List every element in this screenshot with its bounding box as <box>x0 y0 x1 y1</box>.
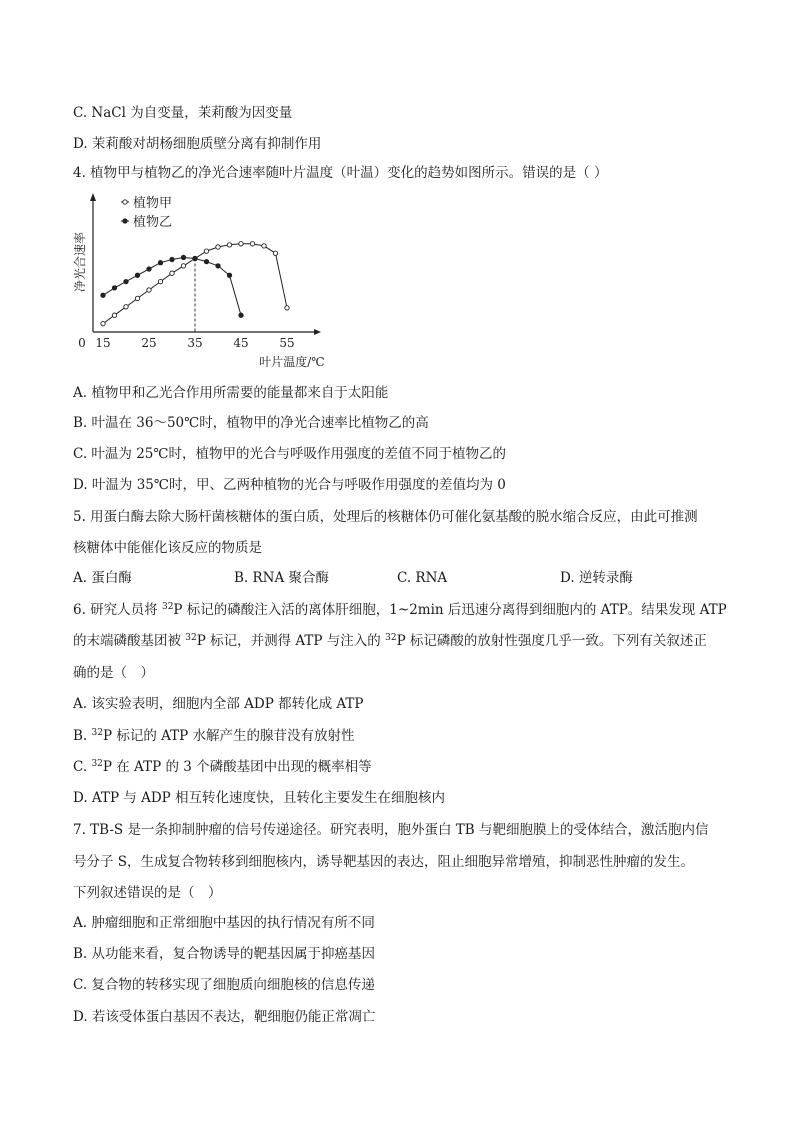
isotope-superscript: 32 <box>91 759 103 769</box>
legend-label: 植物甲 <box>133 196 173 211</box>
data-point <box>135 273 139 277</box>
data-point <box>285 306 289 310</box>
data-point <box>204 259 208 263</box>
data-point <box>147 267 151 271</box>
data-point <box>181 264 185 268</box>
q3-option-c: C. NaCl 为自变量，茉莉酸为因变量 <box>73 105 293 121</box>
data-point <box>216 245 220 249</box>
isotope-superscript: 32 <box>161 602 174 612</box>
q6-text: P 标记的 ATP 水解产生的腺苷没有放射性 <box>102 728 355 744</box>
q6-text: P 标记，并测得 ATP 与注入的 <box>196 633 386 649</box>
chart-axes <box>72 193 325 369</box>
isotope-superscript: 32 <box>91 728 103 738</box>
y-axis-label: 净光合速率 <box>73 231 87 293</box>
legend-label: 植物乙 <box>133 215 173 230</box>
chart-plot <box>101 242 289 332</box>
chart-legend <box>121 195 172 230</box>
x-tick-label: 15 <box>95 336 111 350</box>
q6-text: 6. 研究人员将 <box>73 602 162 618</box>
data-point <box>147 288 151 292</box>
x-tick-label: 25 <box>141 336 157 350</box>
data-point <box>124 279 128 283</box>
q5-option-a: A. 蛋白酶 <box>73 570 132 586</box>
q6-text: 的末端磷酸基团被 <box>73 633 186 649</box>
x-tick-label: 35 <box>187 336 203 350</box>
q6-text: B. <box>73 728 92 744</box>
x-axis-arrow <box>314 329 321 335</box>
q6-option-a: A. 该实验表明，细胞内全部 ADP 都转化成 ATP <box>73 696 364 712</box>
data-point <box>239 313 243 317</box>
q5-stem-line2: 核糖体中能催化该反应的物质是 <box>73 540 262 556</box>
q6-text: P 在 ATP 的 3 个磷酸基团中出现的概率相等 <box>102 759 372 775</box>
q6-text: P 标记磷酸的放射性强度几乎一致。下列有关叙述正 <box>396 633 707 649</box>
data-point <box>170 257 174 261</box>
q7-option-d: D. 若该受体蛋白基因不表达，靶细胞仍能正常凋亡 <box>73 1009 376 1025</box>
data-point <box>216 264 220 268</box>
y-axis-arrow <box>90 193 96 201</box>
data-point <box>181 255 185 259</box>
data-point <box>101 321 105 325</box>
data-point <box>193 256 197 260</box>
q4-option-b: B. 叶温在 36～50℃时，植物甲的净光合速率比植物乙的高 <box>73 415 429 431</box>
q7-stem-line3: 下列叙述错误的是（ ） <box>73 885 222 901</box>
q5-option-c: C. RNA <box>397 570 448 586</box>
data-point <box>204 249 208 253</box>
net-photosynthesis-chart <box>72 190 342 375</box>
q4-option-c: C. 叶温为 25℃时，植物甲的光合与呼吸作用强度的差值不同于植物乙的 <box>73 446 507 462</box>
data-point <box>239 242 243 246</box>
q4-option-d: D. 叶温为 35℃时，甲、乙两种植物的光合与呼吸作用强度的差值均为 0 <box>73 477 506 493</box>
isotope-superscript: 32 <box>185 633 197 643</box>
data-point <box>112 313 116 317</box>
x-tick-label: 45 <box>233 336 249 350</box>
data-point <box>158 261 162 265</box>
q4-stem: 4. 植物甲与植物乙的净光合速率随叶片温度（叶温）变化的趋势如图所示。错误的是（ ） <box>73 165 608 181</box>
q6-text: P 标记的磷酸注入活的离体肝细胞，1~2min 后迅速分离得到细胞内的 ATP。结果发现 ATP <box>173 602 727 618</box>
q6-stem-line2 <box>73 632 707 650</box>
q7-option-b: B. 从功能来看，复合物诱导的靶基因属于抑癌基因 <box>73 946 376 962</box>
q7-stem-line1: 7. TB-S 是一条抑制肿瘤的信号传递途径。研究表明，胞外蛋白 TB 与靶细胞膜上的受体结合，激活胞内信 <box>73 822 709 838</box>
data-point <box>250 242 254 246</box>
q4-option-a: A. 植物甲和乙光合作用所需要的能量都来自于太阳能 <box>73 385 389 401</box>
q6-stem-line1 <box>73 601 727 619</box>
x-tick-label: 55 <box>279 336 295 350</box>
data-point <box>101 293 105 297</box>
q5-option-d: D. 逆转录酶 <box>560 570 633 586</box>
q6-option-b <box>73 727 355 745</box>
legend-marker <box>123 200 127 204</box>
q6-option-c <box>73 758 372 776</box>
data-point <box>135 296 139 300</box>
q7-option-c: C. 复合物的转移实现了细胞质向细胞核的信息传递 <box>73 977 375 993</box>
x-axis-label: 叶片温度/℃ <box>259 355 325 369</box>
data-point <box>227 243 231 247</box>
data-point <box>124 305 128 309</box>
data-point <box>273 251 277 255</box>
data-point <box>158 279 162 283</box>
x-tick-label: 0 <box>78 336 86 350</box>
q7-stem-line2: 号分子 S，生成复合物转移到细胞核内，诱导靶基因的表达，阻止细胞异常增殖，抑制恶性肿瘤的发生。 <box>73 854 695 870</box>
data-point <box>112 286 116 290</box>
q6-text: C. <box>73 759 92 775</box>
q7-option-a: A. 肿瘤细胞和正常细胞中基因的执行情况有所不同 <box>73 915 375 931</box>
q6-stem-line3: 确的是（ ） <box>73 665 154 681</box>
q5-option-b: B. RNA 聚合酶 <box>234 570 330 586</box>
isotope-superscript: 32 <box>385 633 397 643</box>
q5-stem-line1: 5. 用蛋白酶去除大肠杆菌核糖体的蛋白质，处理后的核糖体仍可催化氨基酸的脱水缩合反应，由此可推测 <box>73 509 698 525</box>
data-point <box>262 244 266 248</box>
data-point <box>227 273 231 277</box>
data-point <box>170 271 174 275</box>
q3-option-d: D. 茉莉酸对胡杨细胞质壁分离有抑制作用 <box>73 136 322 152</box>
q6-option-d: D. ATP 与 ADP 相互转化速度快，且转化主要发生在细胞核内 <box>73 790 446 806</box>
legend-marker <box>123 219 127 223</box>
